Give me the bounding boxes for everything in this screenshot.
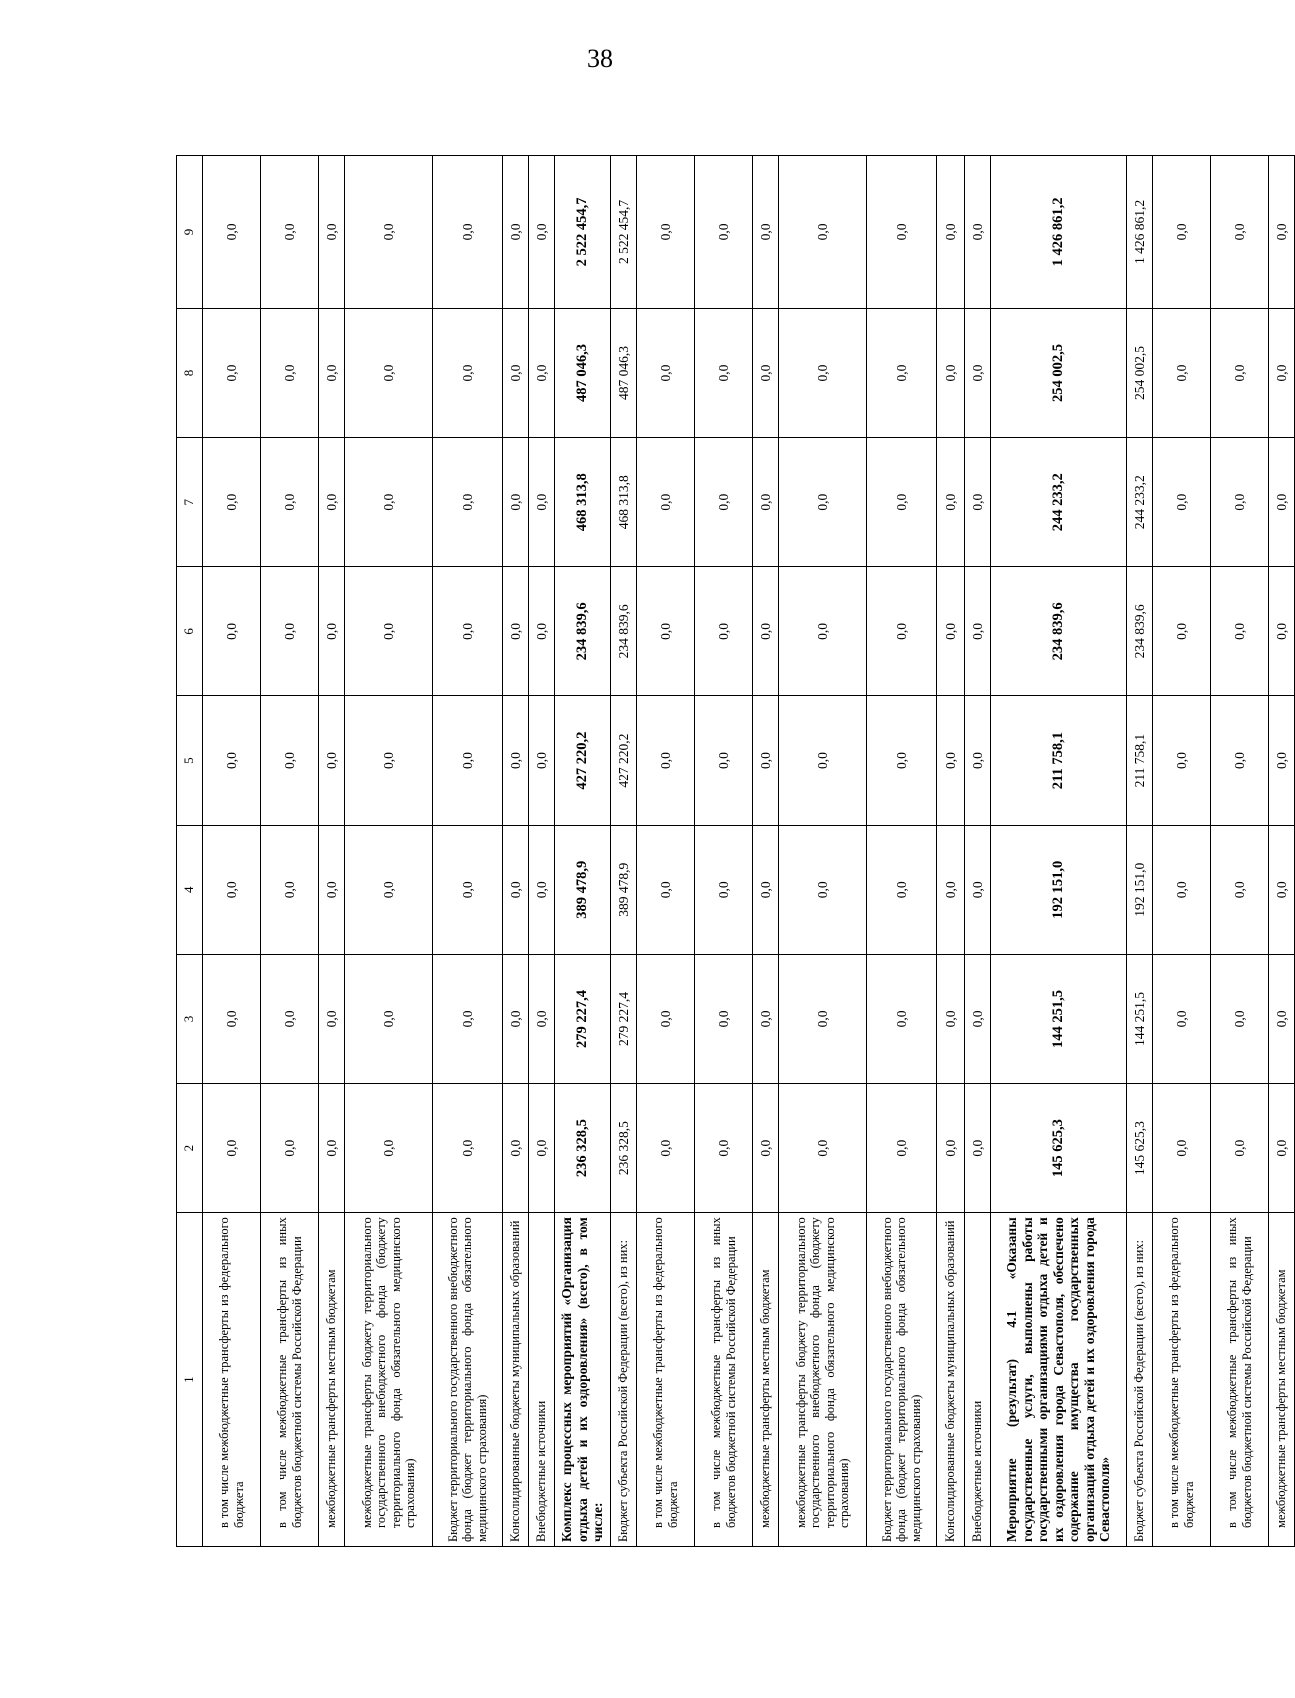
- value-cell: 0,0: [1269, 825, 1295, 954]
- value-cell: 0,0: [867, 567, 937, 696]
- value-cell: 0,0: [867, 156, 937, 309]
- value-cell: 427 220,2: [555, 696, 611, 825]
- table-row: [637, 156, 695, 1547]
- row-label: в том числе межбюджетные трансферты из федерального бюджета: [1153, 1213, 1211, 1547]
- value-cell: 144 251,5: [1127, 954, 1153, 1083]
- table-row: [261, 156, 319, 1547]
- table-row: [937, 156, 965, 1547]
- value-cell: 2 522 454,7: [611, 156, 637, 309]
- value-cell: 0,0: [433, 567, 503, 696]
- value-cell: 244 233,2: [1127, 438, 1153, 567]
- value-cell: 0,0: [937, 1084, 965, 1213]
- value-cell: 0,0: [753, 438, 779, 567]
- value-cell: 0,0: [867, 438, 937, 567]
- row-label: в том числе межбюджетные трансферты из иных бюджетов бюджетной системы Российской Федерации: [695, 1213, 753, 1547]
- value-cell: 0,0: [779, 1084, 867, 1213]
- value-cell: 0,0: [503, 825, 529, 954]
- value-cell: 0,0: [779, 696, 867, 825]
- value-cell: 0,0: [965, 308, 991, 437]
- value-cell: 0,0: [319, 438, 345, 567]
- value-cell: 1 426 861,2: [991, 156, 1127, 309]
- value-cell: 0,0: [345, 567, 433, 696]
- value-cell: 0,0: [937, 825, 965, 954]
- table-row: [319, 156, 345, 1547]
- value-cell: 234 839,6: [611, 567, 637, 696]
- value-cell: 0,0: [1153, 696, 1211, 825]
- table-row: [503, 156, 529, 1547]
- value-cell: 0,0: [261, 308, 319, 437]
- value-cell: 0,0: [503, 308, 529, 437]
- table-row: [1153, 156, 1211, 1547]
- value-cell: 389 478,9: [611, 825, 637, 954]
- column-header: 5: [177, 696, 203, 825]
- value-cell: 211 758,1: [1127, 696, 1153, 825]
- table-row: [203, 156, 261, 1547]
- row-label: Бюджет субъекта Российской Федерации (всего), из них:: [1127, 1213, 1153, 1547]
- row-label: межбюджетные трансферты бюджету территориального государственного внебюджетного фонда (бюджету территориального фонда обязательного медицинского страхования): [345, 1213, 433, 1547]
- row-label: Консолидированные бюджеты муниципальных образований: [937, 1213, 965, 1547]
- value-cell: 0,0: [937, 438, 965, 567]
- value-cell: 0,0: [695, 954, 753, 1083]
- value-cell: 0,0: [937, 954, 965, 1083]
- column-header: 4: [177, 825, 203, 954]
- value-cell: 0,0: [345, 954, 433, 1083]
- value-cell: 236 328,5: [555, 1084, 611, 1213]
- value-cell: 0,0: [937, 567, 965, 696]
- value-cell: 0,0: [261, 156, 319, 309]
- value-cell: 0,0: [203, 825, 261, 954]
- value-cell: 0,0: [753, 696, 779, 825]
- table-row: [555, 156, 611, 1547]
- value-cell: 0,0: [937, 156, 965, 309]
- value-cell: 0,0: [345, 696, 433, 825]
- value-cell: 487 046,3: [555, 308, 611, 437]
- value-cell: 0,0: [261, 954, 319, 1083]
- table-row: [1211, 156, 1269, 1547]
- value-cell: 0,0: [1269, 156, 1295, 309]
- value-cell: 0,0: [965, 438, 991, 567]
- value-cell: 0,0: [345, 308, 433, 437]
- value-cell: 0,0: [433, 438, 503, 567]
- value-cell: 192 151,0: [1127, 825, 1153, 954]
- value-cell: 0,0: [637, 1084, 695, 1213]
- value-cell: 0,0: [1153, 438, 1211, 567]
- value-cell: 0,0: [1269, 954, 1295, 1083]
- value-cell: 0,0: [867, 825, 937, 954]
- value-cell: 0,0: [637, 308, 695, 437]
- value-cell: 0,0: [529, 1084, 555, 1213]
- value-cell: 0,0: [779, 308, 867, 437]
- value-cell: 0,0: [433, 156, 503, 309]
- value-cell: 389 478,9: [555, 825, 611, 954]
- table-row: [433, 156, 503, 1547]
- budget-table: [176, 155, 1295, 1547]
- value-cell: 0,0: [529, 567, 555, 696]
- table-row: [529, 156, 555, 1547]
- value-cell: 0,0: [203, 954, 261, 1083]
- column-header: 7: [177, 438, 203, 567]
- value-cell: 0,0: [1269, 438, 1295, 567]
- value-cell: 0,0: [319, 156, 345, 309]
- value-cell: 0,0: [503, 696, 529, 825]
- value-cell: 0,0: [203, 156, 261, 309]
- value-cell: 0,0: [319, 954, 345, 1083]
- value-cell: 0,0: [529, 954, 555, 1083]
- row-label: Консолидированные бюджеты муниципальных образований: [503, 1213, 529, 1547]
- table-row: [345, 156, 433, 1547]
- value-cell: 0,0: [529, 825, 555, 954]
- value-cell: 0,0: [695, 438, 753, 567]
- value-cell: 0,0: [433, 825, 503, 954]
- value-cell: 0,0: [867, 696, 937, 825]
- row-label: Комплекс процессных мероприятий «Организация отдыха детей и их оздоровления» (всего), в том числе:: [555, 1213, 611, 1547]
- value-cell: 0,0: [637, 567, 695, 696]
- value-cell: 0,0: [529, 438, 555, 567]
- table-row: [965, 156, 991, 1547]
- value-cell: 0,0: [637, 696, 695, 825]
- value-cell: 468 313,8: [555, 438, 611, 567]
- value-cell: 0,0: [637, 438, 695, 567]
- value-cell: 0,0: [203, 308, 261, 437]
- value-cell: 0,0: [1211, 825, 1269, 954]
- value-cell: 0,0: [695, 156, 753, 309]
- value-cell: 0,0: [695, 567, 753, 696]
- value-cell: 0,0: [503, 438, 529, 567]
- value-cell: 0,0: [637, 156, 695, 309]
- value-cell: 0,0: [1211, 954, 1269, 1083]
- value-cell: 0,0: [433, 308, 503, 437]
- value-cell: 0,0: [261, 438, 319, 567]
- value-cell: 254 002,5: [991, 308, 1127, 437]
- value-cell: 468 313,8: [611, 438, 637, 567]
- value-cell: 0,0: [637, 825, 695, 954]
- value-cell: 0,0: [965, 954, 991, 1083]
- value-cell: 279 227,4: [555, 954, 611, 1083]
- value-cell: 0,0: [319, 308, 345, 437]
- value-cell: 0,0: [261, 696, 319, 825]
- value-cell: 0,0: [753, 1084, 779, 1213]
- table-row: [867, 156, 937, 1547]
- value-cell: 234 839,6: [991, 567, 1127, 696]
- column-header: 1: [177, 1213, 203, 1547]
- table-row: [991, 156, 1127, 1547]
- value-cell: 0,0: [319, 1084, 345, 1213]
- value-cell: 0,0: [867, 1084, 937, 1213]
- value-cell: 0,0: [345, 438, 433, 567]
- row-label: в том числе межбюджетные трансферты из федерального бюджета: [203, 1213, 261, 1547]
- value-cell: 234 839,6: [1127, 567, 1153, 696]
- value-cell: 0,0: [529, 156, 555, 309]
- row-label: Бюджет территориального государственного внебюджетного фонда (бюджет территориального фонда обязательного медицинского страхования): [867, 1213, 937, 1547]
- value-cell: 0,0: [203, 567, 261, 696]
- row-label: Внебюджетные источники: [529, 1213, 555, 1547]
- row-label: Бюджет субъекта Российской Федерации (всего), из них:: [611, 1213, 637, 1547]
- value-cell: 0,0: [203, 696, 261, 825]
- value-cell: 1 426 861,2: [1127, 156, 1153, 309]
- header-row: [177, 156, 203, 1547]
- value-cell: 0,0: [503, 567, 529, 696]
- value-cell: 0,0: [203, 1084, 261, 1213]
- value-cell: 0,0: [503, 1084, 529, 1213]
- value-cell: 0,0: [1211, 438, 1269, 567]
- value-cell: 0,0: [1153, 1084, 1211, 1213]
- value-cell: 0,0: [937, 308, 965, 437]
- value-cell: 427 220,2: [611, 696, 637, 825]
- value-cell: 0,0: [867, 954, 937, 1083]
- value-cell: 0,0: [261, 567, 319, 696]
- value-cell: 145 625,3: [1127, 1084, 1153, 1213]
- value-cell: 0,0: [695, 1084, 753, 1213]
- value-cell: 0,0: [319, 567, 345, 696]
- column-header: 3: [177, 954, 203, 1083]
- value-cell: 0,0: [1211, 696, 1269, 825]
- value-cell: 0,0: [1269, 1084, 1295, 1213]
- value-cell: 0,0: [1153, 308, 1211, 437]
- value-cell: 0,0: [965, 156, 991, 309]
- value-cell: 0,0: [503, 954, 529, 1083]
- row-label: межбюджетные трансферты бюджету территориального государственного внебюджетного фонда (бюджету территориального фонда обязательного медицинского страхования): [779, 1213, 867, 1547]
- table-body: [203, 156, 1295, 1547]
- value-cell: 0,0: [529, 308, 555, 437]
- row-label: межбюджетные трансферты местным бюджетам: [753, 1213, 779, 1547]
- value-cell: 0,0: [1211, 308, 1269, 437]
- row-label: межбюджетные трансферты местным бюджетам: [1269, 1213, 1295, 1547]
- value-cell: 0,0: [433, 1084, 503, 1213]
- value-cell: 0,0: [261, 1084, 319, 1213]
- column-header: 8: [177, 308, 203, 437]
- column-header: 9: [177, 156, 203, 309]
- table-row: [779, 156, 867, 1547]
- value-cell: 236 328,5: [611, 1084, 637, 1213]
- value-cell: 0,0: [1153, 825, 1211, 954]
- table-row: [611, 156, 637, 1547]
- value-cell: 144 251,5: [991, 954, 1127, 1083]
- row-label: межбюджетные трансферты местным бюджетам: [319, 1213, 345, 1547]
- value-cell: 0,0: [937, 696, 965, 825]
- value-cell: 0,0: [345, 825, 433, 954]
- value-cell: 211 758,1: [991, 696, 1127, 825]
- row-label: в том числе межбюджетные трансферты из иных бюджетов бюджетной системы Российской Федерации: [261, 1213, 319, 1547]
- value-cell: 0,0: [695, 308, 753, 437]
- table-row: [695, 156, 753, 1547]
- value-cell: 0,0: [753, 825, 779, 954]
- value-cell: 0,0: [319, 825, 345, 954]
- value-cell: 0,0: [503, 156, 529, 309]
- value-cell: 0,0: [1211, 567, 1269, 696]
- value-cell: 0,0: [637, 954, 695, 1083]
- column-header: 6: [177, 567, 203, 696]
- row-label: в том числе межбюджетные трансферты из иных бюджетов бюджетной системы Российской Федерации: [1211, 1213, 1269, 1547]
- value-cell: 0,0: [1269, 567, 1295, 696]
- value-cell: 254 002,5: [1127, 308, 1153, 437]
- value-cell: 0,0: [433, 954, 503, 1083]
- value-cell: 0,0: [779, 954, 867, 1083]
- value-cell: 234 839,6: [555, 567, 611, 696]
- value-cell: 0,0: [695, 696, 753, 825]
- value-cell: 0,0: [779, 825, 867, 954]
- value-cell: 0,0: [753, 156, 779, 309]
- value-cell: 0,0: [319, 696, 345, 825]
- table-row: [1127, 156, 1153, 1547]
- row-label: Бюджет территориального государственного внебюджетного фонда (бюджет территориального фонда обязательного медицинского страхования): [433, 1213, 503, 1547]
- value-cell: 0,0: [529, 696, 555, 825]
- value-cell: 0,0: [779, 156, 867, 309]
- value-cell: 0,0: [753, 308, 779, 437]
- value-cell: 0,0: [965, 696, 991, 825]
- value-cell: 487 046,3: [611, 308, 637, 437]
- value-cell: 0,0: [345, 1084, 433, 1213]
- value-cell: 0,0: [965, 825, 991, 954]
- table-row: [1269, 156, 1295, 1547]
- value-cell: 0,0: [345, 156, 433, 309]
- page-number: 38: [587, 44, 613, 73]
- value-cell: 0,0: [753, 567, 779, 696]
- row-label: Внебюджетные источники: [965, 1213, 991, 1547]
- value-cell: 0,0: [753, 954, 779, 1083]
- value-cell: 0,0: [867, 308, 937, 437]
- value-cell: 279 227,4: [611, 954, 637, 1083]
- value-cell: 0,0: [965, 567, 991, 696]
- value-cell: 0,0: [1211, 1084, 1269, 1213]
- value-cell: 0,0: [695, 825, 753, 954]
- value-cell: 0,0: [261, 825, 319, 954]
- value-cell: 192 151,0: [991, 825, 1127, 954]
- value-cell: 2 522 454,7: [555, 156, 611, 309]
- value-cell: 0,0: [779, 567, 867, 696]
- value-cell: 0,0: [1269, 696, 1295, 825]
- budget-table-rotated: [176, 155, 1289, 1547]
- row-label: Мероприятие (результат) 4.1 «Оказаны государственные услуги, выполнены работы государственными организациями отдыха детей и их оздоровления города Севастополя, обеспечено содержание имущества государственных организаций отдыха детей и их оздоровления города Севастополя»: [991, 1213, 1127, 1547]
- value-cell: 0,0: [1211, 156, 1269, 309]
- value-cell: 0,0: [779, 438, 867, 567]
- row-label: в том числе межбюджетные трансферты из федерального бюджета: [637, 1213, 695, 1547]
- value-cell: 0,0: [203, 438, 261, 567]
- value-cell: 0,0: [1153, 567, 1211, 696]
- table-row: [753, 156, 779, 1547]
- column-header: 2: [177, 1084, 203, 1213]
- value-cell: 0,0: [965, 1084, 991, 1213]
- value-cell: 0,0: [1153, 954, 1211, 1083]
- value-cell: 145 625,3: [991, 1084, 1127, 1213]
- value-cell: 244 233,2: [991, 438, 1127, 567]
- value-cell: 0,0: [433, 696, 503, 825]
- value-cell: 0,0: [1269, 308, 1295, 437]
- value-cell: 0,0: [1153, 156, 1211, 309]
